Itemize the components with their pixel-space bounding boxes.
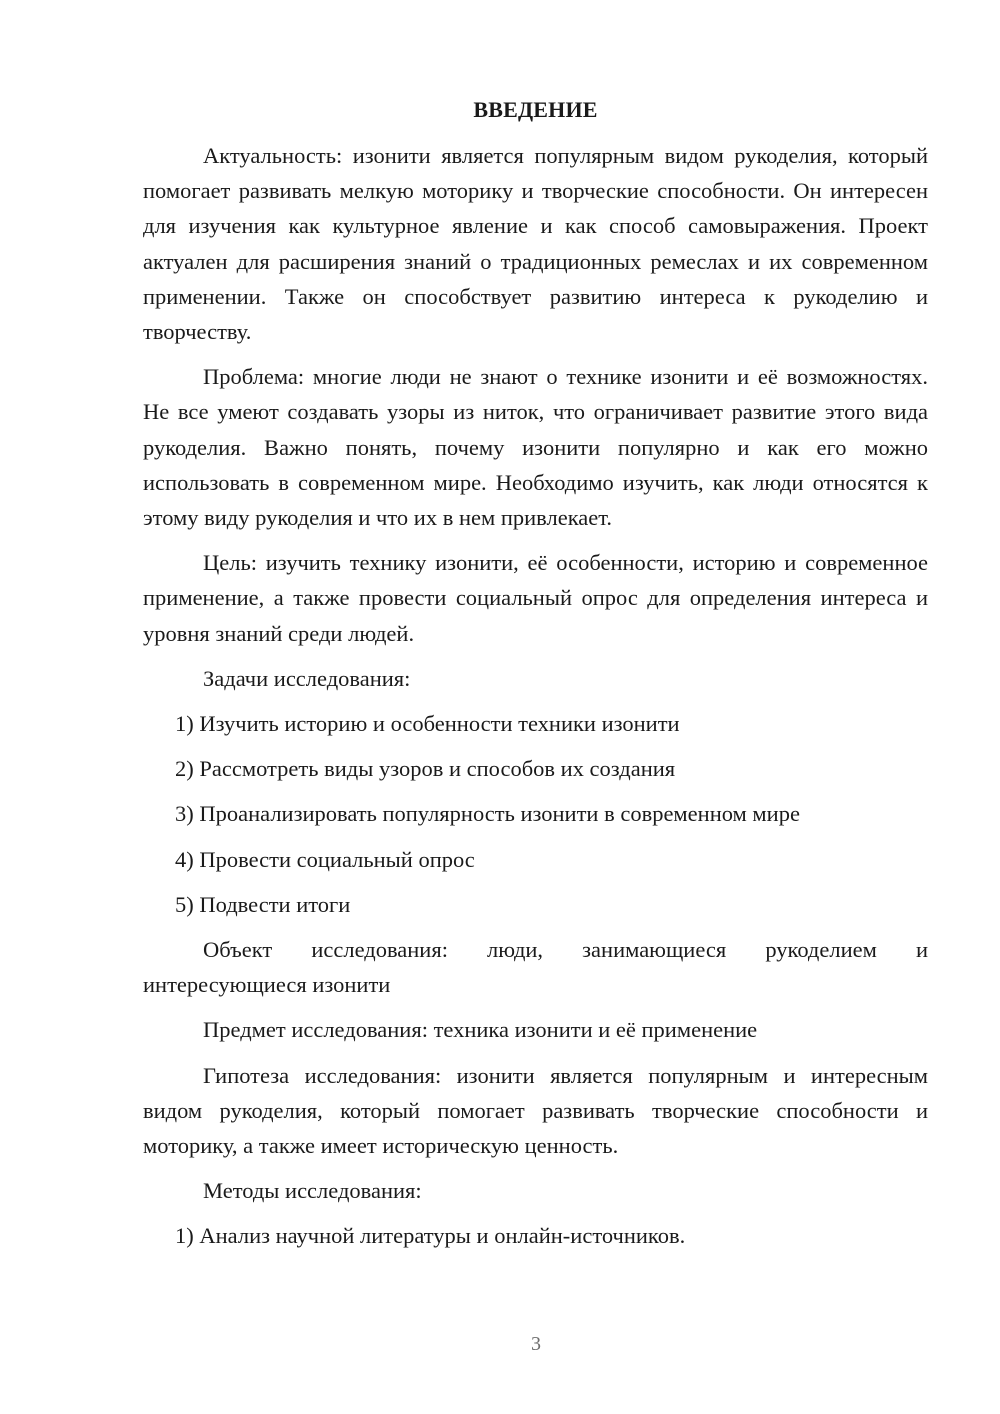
method-item-1: 1) Анализ научной литературы и онлайн-источников. <box>175 1223 686 1249</box>
task-item-5: 5) Подвести итоги <box>175 891 351 917</box>
task-item-2: 2) Рассмотреть виды узоров и способов их создания <box>175 756 676 782</box>
problem-paragraph: Проблема: многие люди не знают о технике изонити и её возможностях. Не все умеют создавать узоры из ниток, что ограничивает развитие этого вида рукоделия. Важно понять, почему изонити популярно и как его можно использовать в современном мире. Необходимо изучить, как люди относятся к этому виду рукоделия и что их в нем привлекает. <box>143 364 928 531</box>
task-item-1: 1) Изучить историю и особенности техники изонити <box>175 711 680 737</box>
page-number: 3 <box>531 1333 541 1355</box>
task-item-3: 3) Проанализировать популярность изонити в современном мире <box>175 801 800 827</box>
object-paragraph: Объект исследования: люди, занимающиеся рукоделием и интересующиеся изонити <box>143 937 928 998</box>
methods-list <box>143 1218 928 1253</box>
methods-label: Методы исследования: <box>203 1178 422 1204</box>
text-column <box>143 92 928 1264</box>
relevance-paragraph: Актуальность: изонити является популярным видом рукоделия, который помогает развивать мелкую моторику и творческие способности. Он интересен для изучения как культурное явление и как способ самовыражения. Проект актуален для расширения знаний о традиционных ремеслах и их современном применении. Также он способствует развитию интереса к рукоделию и творчеству. <box>143 143 928 345</box>
hypothesis-paragraph: Гипотеза исследования: изонити является популярным и интересным видом рукоделия, который помогает развивать творческие способности и моторику, а также имеет историческую ценность. <box>143 1062 928 1159</box>
task-item-4: 4) Провести социальный опрос <box>175 846 475 872</box>
tasks-list <box>143 706 928 922</box>
subject-paragraph: Предмет исследования: техника изонити и её применение <box>203 1017 758 1043</box>
goal-paragraph: Цель: изучить технику изонити, её особенности, историю и современное применение, а также провести социальный опрос для определения интереса и уровня знаний среди людей. <box>143 550 928 646</box>
tasks-label: Задачи исследования: <box>203 665 411 691</box>
section-heading: ВВЕДЕНИЕ <box>473 97 598 122</box>
